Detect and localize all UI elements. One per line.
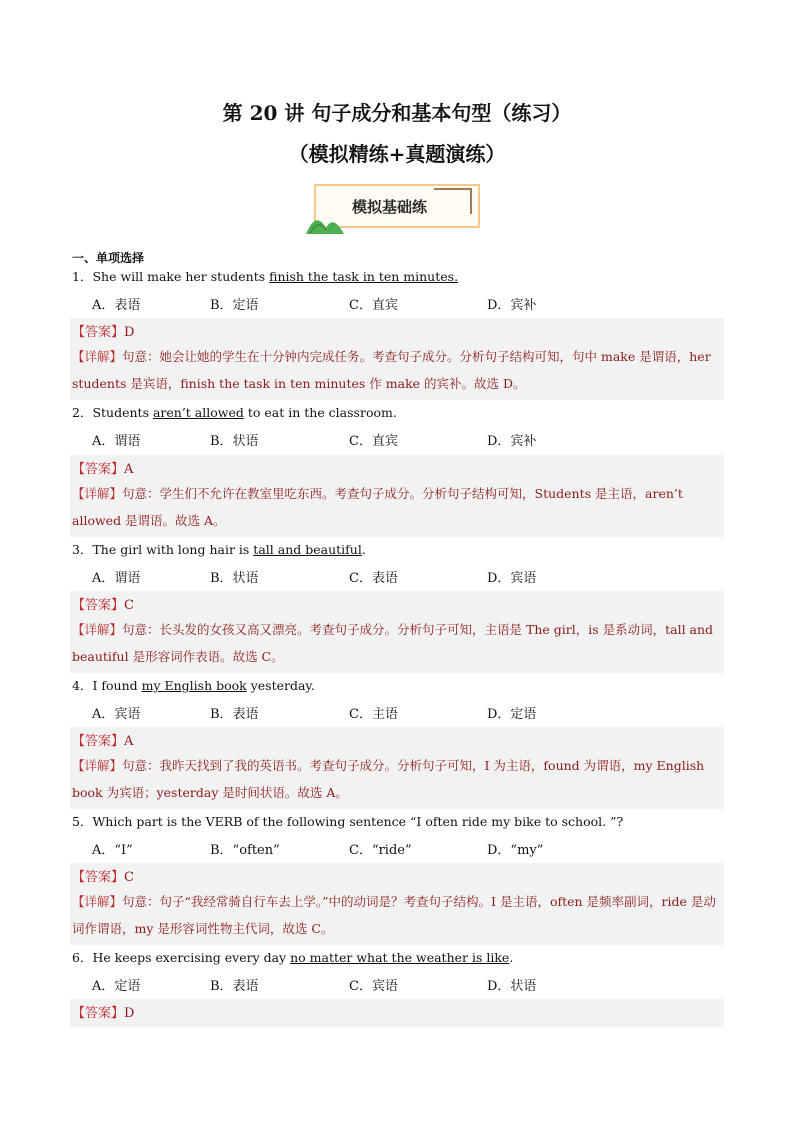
detail-label: 【详解】 — [72, 486, 123, 501]
answer-label: 【答案】 — [72, 598, 125, 613]
question-number: 4． — [72, 678, 93, 693]
option-b[interactable]: B．状语 — [210, 571, 259, 586]
question-text-end: . — [509, 950, 514, 965]
option-c[interactable]: C．“ride” — [349, 843, 412, 858]
answer-line — [72, 458, 133, 477]
option-b[interactable]: B．表语 — [210, 707, 259, 722]
option-d[interactable]: D．宾语 — [487, 571, 537, 586]
question-underlined: aren’t allowed — [152, 405, 244, 420]
answer-value: D — [124, 325, 135, 340]
option-b[interactable]: B．“often” — [210, 843, 280, 858]
answer-block-6 — [70, 999, 724, 1027]
option-a[interactable]: A．谓语 — [92, 571, 141, 586]
answer-label: 【答案】 — [72, 870, 125, 885]
banner-decor-tick — [470, 188, 472, 214]
question-number: 2． — [72, 405, 93, 420]
option-b[interactable]: B．状语 — [210, 434, 259, 449]
question-text-end: . — [361, 542, 366, 557]
question-underlined: my English book — [141, 678, 247, 693]
question-number: 1． — [72, 269, 93, 284]
option-c[interactable]: C．直宾 — [349, 298, 398, 313]
option-c[interactable]: C．表语 — [349, 571, 398, 586]
question-text: I found — [92, 678, 142, 693]
answer-line — [72, 730, 133, 749]
answer-line — [72, 321, 134, 340]
detail-label: 【详解】 — [72, 758, 123, 773]
answer-value: D — [124, 1006, 135, 1021]
detail-label: 【详解】 — [72, 894, 123, 909]
question-number: 3． — [72, 542, 93, 557]
detail-body: 句意：我昨天找到了我的英语书。考查句子成分。分析句子可知，I 为主语，found 为谓语，my English book 为宾语；yesterday 是时间状语。故选 A。 — [72, 758, 705, 800]
question-6 — [72, 948, 513, 966]
question-3 — [72, 540, 366, 558]
option-d[interactable]: D．定语 — [487, 707, 537, 722]
answer-value: C — [124, 870, 134, 885]
banner-decor-line — [434, 188, 472, 190]
detail-text — [72, 752, 724, 806]
option-c[interactable]: C．主语 — [349, 707, 398, 722]
question-number: 6． — [72, 950, 93, 965]
detail-label: 【详解】 — [72, 349, 123, 364]
detail-text — [72, 343, 724, 397]
answer-label: 【答案】 — [72, 734, 125, 749]
answer-value: A — [124, 734, 134, 749]
question-text: The girl with long hair is — [92, 542, 254, 557]
detail-body: 句意：学生们不允许在教室里吃东西。考查句子成分。分析句子结构可知，Students 是主语，aren’t allowed 是谓语。故选 A。 — [72, 486, 683, 528]
answer-line — [72, 1002, 134, 1021]
option-c[interactable]: C．宾语 — [349, 979, 398, 994]
question-text: Students — [92, 405, 153, 420]
option-c[interactable]: C．直宾 — [349, 434, 398, 449]
detail-text — [72, 888, 724, 942]
hill-icon — [306, 208, 346, 234]
question-text: She will make her students — [92, 269, 270, 284]
question-2 — [72, 403, 397, 421]
question-text: Which part is the VERB of the following sentence “I often ride my bike to school. ”? — [92, 814, 624, 829]
option-b[interactable]: B．定语 — [210, 298, 259, 313]
option-d[interactable]: D．宾补 — [487, 298, 537, 313]
option-d[interactable]: D．宾补 — [487, 434, 537, 449]
document-subtitle: （模拟精练+真题演练） — [288, 142, 506, 166]
answer-label: 【答案】 — [72, 325, 125, 340]
document-title: 第 20 讲 句子成分和基本句型（练习） — [222, 101, 572, 125]
answer-label: 【答案】 — [72, 462, 125, 477]
answer-line — [72, 594, 134, 613]
option-b[interactable]: B．表语 — [210, 979, 259, 994]
option-a[interactable]: A．定语 — [92, 979, 141, 994]
answer-value: C — [124, 598, 134, 613]
detail-body: 句意：句子“我经常骑自行车去上学。”中的动词是？考查句子结构。I 是主语，often 是频率副词，ride 是动词作谓语，my 是形容词性物主代词，故选 C。 — [72, 894, 716, 936]
answer-line — [72, 866, 134, 885]
option-a[interactable]: A．谓语 — [92, 434, 141, 449]
answer-label: 【答案】 — [72, 1006, 125, 1021]
answer-value: A — [124, 462, 134, 477]
question-number: 5． — [72, 814, 93, 829]
question-underlined: no matter what the weather is like — [290, 950, 510, 965]
option-a[interactable]: A．表语 — [92, 298, 141, 313]
detail-text — [72, 480, 724, 534]
question-text: He keeps exercising every day — [92, 950, 291, 965]
section-banner — [306, 182, 482, 232]
banner-label: 模拟基础练 — [352, 198, 428, 216]
detail-body: 句意：她会让她的学生在十分钟内完成任务。考查句子成分。分析句子结构可知，句中 make 是谓语，her students 是宾语，finish the task in ten minutes 作 make 的宾补。故选 D。 — [72, 349, 711, 391]
question-1 — [72, 267, 458, 285]
option-a[interactable]: A．“I” — [92, 843, 133, 858]
option-d[interactable]: D．状语 — [487, 979, 537, 994]
detail-body: 句意：长头发的女孩又高又漂亮。考查句子成分。分析句子可知，主语是 The girl，is 是系动词，tall and beautiful 是形容词作表语。故选 C。 — [72, 622, 714, 664]
question-text-end: to eat in the classroom. — [243, 405, 397, 420]
detail-text — [72, 616, 724, 670]
question-text-end: yesterday. — [246, 678, 315, 693]
section-heading: 一、单项选择 — [72, 251, 145, 265]
option-a[interactable]: A．宾语 — [92, 707, 141, 722]
option-d[interactable]: D．“my” — [487, 843, 544, 858]
question-underlined: tall and beautiful — [253, 542, 362, 557]
question-4 — [72, 676, 315, 694]
question-underlined: finish the task in ten minutes. — [269, 269, 459, 284]
question-5 — [72, 812, 623, 830]
detail-label: 【详解】 — [72, 622, 123, 637]
